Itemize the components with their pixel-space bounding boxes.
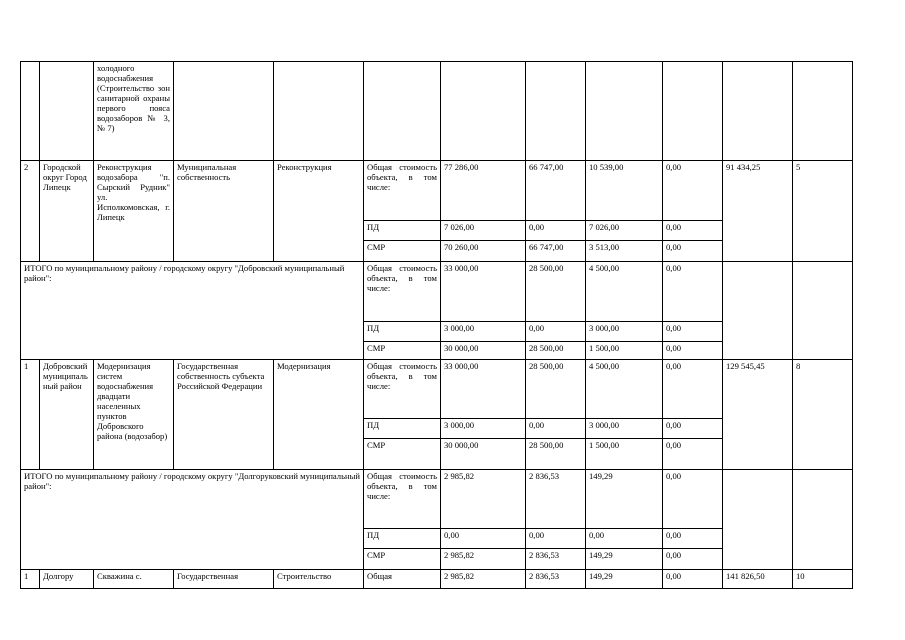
cost-label-cell xyxy=(364,62,441,161)
value-cell: 0,00 xyxy=(663,161,723,221)
value-cell xyxy=(723,470,793,570)
total-label-cell: ИТОГО по муниципальному району / городскому округу "Добровский муниципальный район": xyxy=(21,262,364,360)
ownership-cell: Государственная xyxy=(174,570,274,589)
num-cell xyxy=(21,62,40,161)
value-cell: 0,00 xyxy=(586,529,663,549)
value-cell: 0,00 xyxy=(663,221,723,241)
cost-label-cell: СМР xyxy=(364,549,441,570)
value-cell: 149,29 xyxy=(586,570,663,589)
value-cell xyxy=(723,62,793,161)
cost-label-cell: Общая стоимость объекта, в том числе: xyxy=(364,262,441,322)
value-cell: 0,00 xyxy=(441,529,526,549)
ownership-cell: Муниципальная собственность xyxy=(174,161,274,262)
value-cell: 0,00 xyxy=(663,342,723,360)
value-cell: 77 286,00 xyxy=(441,161,526,221)
value-cell: 2 985,82 xyxy=(441,470,526,529)
value-cell: 30 000,00 xyxy=(441,342,526,360)
value-cell: 0,00 xyxy=(663,470,723,529)
value-cell: 149,29 xyxy=(586,470,663,529)
cost-label-cell: ПД xyxy=(364,221,441,241)
value-cell: 0,00 xyxy=(663,549,723,570)
cost-label-cell: Общая стоимость объекта, в том числе: xyxy=(364,470,441,529)
count-cell: 10 xyxy=(793,570,853,589)
value-cell: 0,00 xyxy=(663,262,723,322)
object-cell: Модернизация систем водоснабжения двадцати населенных пунктов Добровского района (водозабор) xyxy=(94,360,174,470)
district-cell: Добровский муниципальный район xyxy=(40,360,94,470)
value-cell: 4 500,00 xyxy=(586,262,663,322)
value-cell: 0,00 xyxy=(663,360,723,419)
value-cell: 3 513,00 xyxy=(586,241,663,262)
value-cell: 33 000,00 xyxy=(441,262,526,322)
count-cell: 5 xyxy=(793,161,853,262)
value-cell: 28 500,00 xyxy=(526,439,586,470)
value-cell: 2 836,53 xyxy=(526,470,586,529)
table-row xyxy=(21,570,853,589)
value-cell: 1 500,00 xyxy=(586,342,663,360)
value-cell: 28 500,00 xyxy=(526,360,586,419)
value-cell: 7 026,00 xyxy=(586,221,663,241)
value-cell: 66 747,00 xyxy=(526,241,586,262)
value-cell: 28 500,00 xyxy=(526,262,586,322)
work-type-cell xyxy=(274,62,364,161)
district-cell xyxy=(40,62,94,161)
value-cell: 30 000,00 xyxy=(441,439,526,470)
work-type-cell: Строительство xyxy=(274,570,364,589)
value-cell xyxy=(586,62,663,161)
value-cell: 149,29 xyxy=(586,549,663,570)
value-cell xyxy=(441,62,526,161)
value-cell: 70 260,00 xyxy=(441,241,526,262)
value-cell: 2 836,53 xyxy=(526,549,586,570)
work-type-cell: Реконструкция xyxy=(274,161,364,262)
table-row xyxy=(21,161,853,221)
district-cell: Городской округ Город Липецк xyxy=(40,161,94,262)
cost-label-cell: ПД xyxy=(364,419,441,439)
table-row xyxy=(21,360,853,419)
cost-label-cell: СМР xyxy=(364,439,441,470)
ownership-cell xyxy=(174,62,274,161)
value-cell: 7 026,00 xyxy=(441,221,526,241)
value-cell: 3 000,00 xyxy=(441,419,526,439)
value-cell: 0,00 xyxy=(663,241,723,262)
value-cell: 33 000,00 xyxy=(441,360,526,419)
value-cell: 0,00 xyxy=(526,322,586,342)
value-cell: 2 836,53 xyxy=(526,570,586,589)
cost-label-cell: ПД xyxy=(364,529,441,549)
value-cell: 2 985,82 xyxy=(441,549,526,570)
value-cell: 3 000,00 xyxy=(441,322,526,342)
value-cell xyxy=(793,62,853,161)
count-cell xyxy=(793,470,853,570)
count-cell xyxy=(793,262,853,360)
value-cell xyxy=(723,262,793,360)
table-row xyxy=(21,62,853,161)
object-cell: Скважина с. xyxy=(94,570,174,589)
value-cell: 3 000,00 xyxy=(586,419,663,439)
value-cell: 91 434,25 xyxy=(723,161,793,262)
value-cell: 0,00 xyxy=(663,529,723,549)
value-cell: 0,00 xyxy=(663,322,723,342)
value-cell: 0,00 xyxy=(526,529,586,549)
value-cell xyxy=(526,62,586,161)
num-cell: 2 xyxy=(21,161,40,262)
value-cell: 0,00 xyxy=(663,419,723,439)
value-cell: 0,00 xyxy=(663,439,723,470)
table-row xyxy=(21,262,853,322)
cost-label-cell: Общая стоимость объекта, в том числе: xyxy=(364,161,441,221)
cost-label-cell: Общая xyxy=(364,570,441,589)
cost-label-cell: ПД xyxy=(364,322,441,342)
value-cell: 4 500,00 xyxy=(586,360,663,419)
object-cell: Реконструкция водозабора "п. Сырский Рудник" ул. Исполкомовская, г. Липецк xyxy=(94,161,174,262)
value-cell: 28 500,00 xyxy=(526,342,586,360)
cost-label-cell: Общая стоимость объекта, в том числе: xyxy=(364,360,441,419)
value-cell xyxy=(663,62,723,161)
total-label-cell: ИТОГО по муниципальному району / городскому округу "Долгоруковский муниципальный район": xyxy=(21,470,364,570)
value-cell: 66 747,00 xyxy=(526,161,586,221)
value-cell: 129 545,45 xyxy=(723,360,793,470)
district-cell: Долгору xyxy=(40,570,94,589)
value-cell: 0,00 xyxy=(663,570,723,589)
object-cell: холодного водоснабжения (Строительство зон санитарной охраны первого пояса водозаборов № 3, № 7) xyxy=(94,62,174,161)
cost-label-cell: СМР xyxy=(364,342,441,360)
value-cell: 0,00 xyxy=(526,221,586,241)
value-cell: 2 985,82 xyxy=(441,570,526,589)
count-cell: 8 xyxy=(793,360,853,470)
value-cell: 141 826,50 xyxy=(723,570,793,589)
value-cell: 3 000,00 xyxy=(586,322,663,342)
value-cell: 10 539,00 xyxy=(586,161,663,221)
value-cell: 0,00 xyxy=(526,419,586,439)
value-cell: 1 500,00 xyxy=(586,439,663,470)
work-type-cell: Модернизация xyxy=(274,360,364,470)
table-row xyxy=(21,470,853,529)
investment-table xyxy=(20,61,853,589)
cost-label-cell: СМР xyxy=(364,241,441,262)
ownership-cell: Государственная собственность субъекта Российской Федерации xyxy=(174,360,274,470)
num-cell: 1 xyxy=(21,360,40,470)
num-cell: 1 xyxy=(21,570,40,589)
